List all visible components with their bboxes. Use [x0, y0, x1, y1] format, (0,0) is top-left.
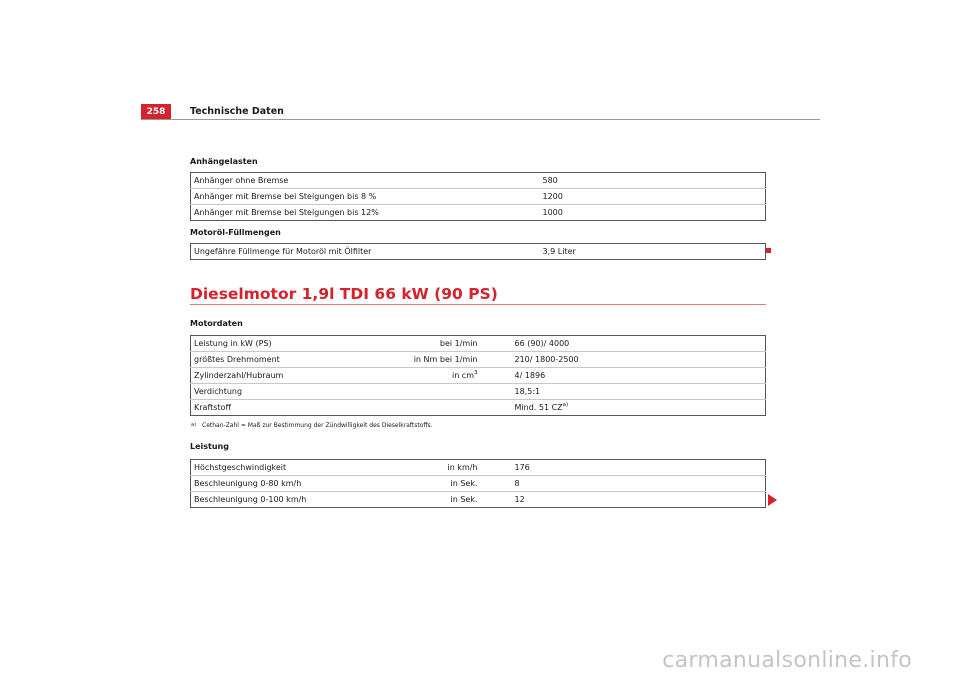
- page-title: Technische Daten: [190, 106, 284, 117]
- table-motordaten: [190, 335, 766, 416]
- section-title-motordaten: Motordaten: [190, 319, 243, 328]
- table-row: [191, 173, 766, 189]
- row-label: Kraftstoff: [194, 403, 231, 412]
- value-text: Mind. 51 CZ: [514, 403, 563, 412]
- row-value: 210/ 1800-2500: [514, 355, 579, 364]
- row-value: 18,5:1: [514, 387, 541, 396]
- header-divider: [141, 119, 820, 120]
- row-value: 8: [514, 479, 520, 488]
- row-value: 12: [514, 495, 525, 504]
- section-title-motoroel: Motoröl-Füllmengen: [190, 228, 281, 237]
- table-anhaengelasten: [190, 172, 766, 221]
- table-row: [191, 400, 766, 416]
- row-unit: in Sek.: [450, 479, 478, 488]
- row-label: Ungefähre Füllmenge für Motoröl mit Ölfilter: [194, 247, 372, 256]
- row-label: größtes Drehmoment: [194, 355, 280, 364]
- unit-text: in cm: [451, 371, 474, 380]
- row-value: 66 (90)/ 4000: [514, 339, 570, 348]
- table-row: [191, 492, 766, 508]
- row-label: Beschleunigung 0-100 km/h: [194, 495, 307, 504]
- table-leistung: [190, 459, 766, 508]
- row-label: Anhänger mit Bremse bei Steigungen bis 8 %: [194, 192, 377, 201]
- continue-arrow-icon: [768, 494, 777, 506]
- table-row: [191, 189, 766, 205]
- table-row: [191, 336, 766, 352]
- row-unit: [403, 384, 481, 400]
- table-row: [191, 368, 766, 384]
- unit-superscript: 3: [474, 370, 478, 376]
- page-number: 258: [141, 104, 171, 120]
- row-unit: [403, 368, 481, 384]
- footnote-reference: a): [562, 402, 569, 408]
- heading-divider: [190, 304, 766, 305]
- engine-heading: Dieselmotor 1,9l TDI 66 kW (90 PS): [190, 285, 498, 303]
- row-value: [481, 400, 766, 416]
- row-label: Verdichtung: [194, 387, 243, 396]
- section-end-marker: [766, 248, 771, 253]
- table-row: [191, 476, 766, 492]
- section-title-leistung: Leistung: [190, 442, 229, 451]
- row-label: Zylinderzahl/Hubraum: [194, 371, 284, 380]
- row-unit: in Sek.: [450, 495, 478, 504]
- footnote: [191, 421, 433, 430]
- row-unit: in Nm bei 1/min: [413, 355, 478, 364]
- row-label: Leistung in kW (PS): [194, 339, 272, 348]
- row-unit: in km/h: [447, 463, 478, 472]
- table-row: [191, 384, 766, 400]
- row-unit: [403, 400, 481, 416]
- watermark: carmanualsonline.info: [662, 648, 912, 673]
- row-value: 176: [514, 463, 530, 472]
- section-title-anhaengelasten: Anhängelasten: [190, 157, 258, 166]
- footnote-marker: a): [191, 422, 197, 428]
- row-value: 3,9 Liter: [542, 247, 576, 256]
- row-label: Anhänger mit Bremse bei Steigungen bis 12%: [194, 208, 379, 217]
- row-unit: bei 1/min: [439, 339, 478, 348]
- footnote-text: Cethan-Zahl = Maß zur Bestimmung der Zündwilligkeit des Dieselkraftstoffs.: [202, 422, 433, 429]
- row-value: 1200: [542, 192, 563, 201]
- table-motoroel: [190, 243, 766, 260]
- row-label: Höchstgeschwindigkeit: [194, 463, 287, 472]
- table-row: [191, 205, 766, 221]
- row-value: 580: [542, 176, 558, 185]
- row-value: 4/ 1896: [514, 371, 546, 380]
- row-value: 1000: [542, 208, 563, 217]
- table-row: [191, 244, 766, 260]
- table-row: [191, 352, 766, 368]
- table-row: [191, 460, 766, 476]
- row-label: Beschleunigung 0-80 km/h: [194, 479, 302, 488]
- row-label: Anhänger ohne Bremse: [194, 176, 289, 185]
